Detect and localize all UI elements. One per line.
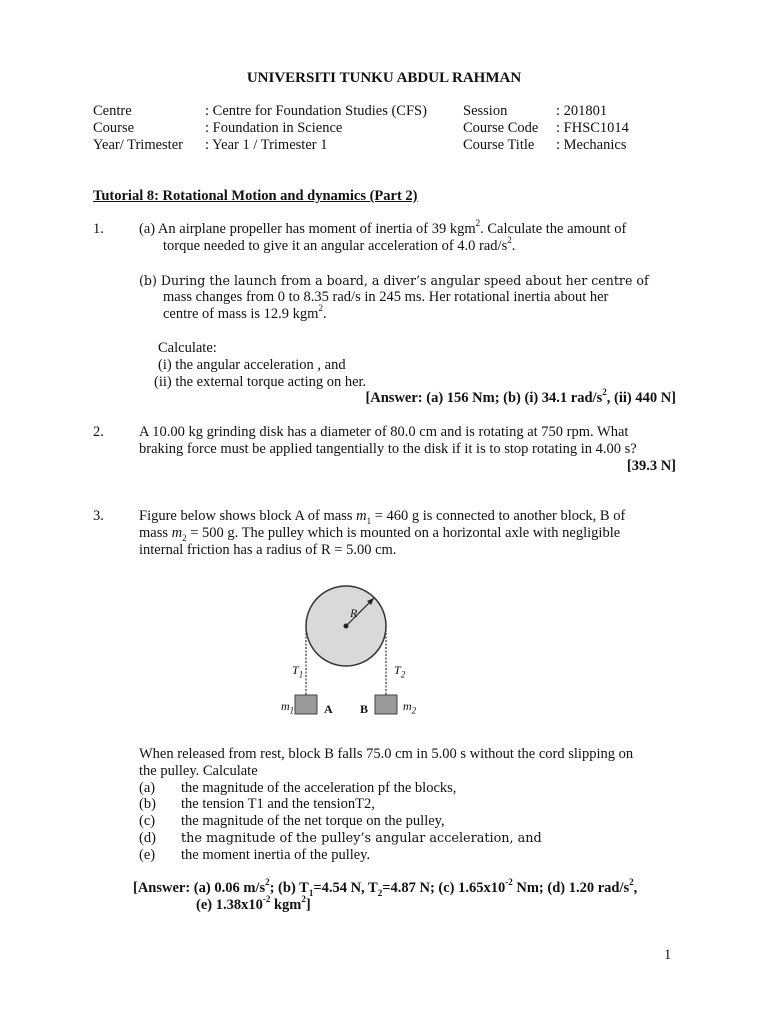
q3-line1: Figure below shows block A of mass $m_1 = 460$ g is connected to another block, B of [139,508,626,526]
q3-item-d-key: (d) [139,830,156,846]
q1b-line2: mass changes from 0 to 8.35 rad/s in 245 ms. Her rotational inertia about her [163,289,609,305]
course-value: : Foundation in Science [205,120,343,136]
figure-label-m1: $m_1$ [281,699,295,716]
q1-number: 1. [93,221,104,237]
centre-label: Centre [93,103,132,119]
q1a-line1: (a) An airplane propeller has moment of inertia of 39 kgm$^2$. Calculate the amount of [139,218,627,237]
course-title-label: Course Title [463,137,535,153]
course-code-label: Course Code [463,120,539,136]
university-title: UNIVERSITI TUNKU ABDUL RAHMAN [246,70,522,86]
q3-item-e-key: (e) [139,847,156,863]
q2-number: 2. [93,424,104,440]
q2-line1: A 10.00 kg grinding disk has a diameter of 80.0 cm and is rotating at 750 rpm. What [139,424,629,440]
tutorial-title: Tutorial 8: Rotational Motion and dynamics (Part 2) [93,188,418,204]
q1-item-i: (i) the angular acceleration , and [158,357,346,373]
q1-item-ii: (ii) the external torque acting on her. [154,374,367,390]
q3-line2: mass $m_2 = 500$ g. The pulley which is mounted on a horizontal axle with negligible [139,525,621,543]
q3-after-line1: When released from rest, block B falls 75.0 cm in 5.00 s without the cord slipping on [139,746,634,762]
figure-label-t2: $T_2$ [394,663,406,680]
figure-label-r: R [350,606,358,620]
course-label: Course [93,120,135,136]
q3-item-b-key: (b) [139,796,156,812]
page-number: 1 [664,947,672,963]
q3-answer-line2: (e) $1.38x10^{-2}$ kgm$^2$] [196,894,311,913]
session-label: Session [463,103,508,119]
year-value: : Year 1 / Trimester 1 [205,137,328,153]
q1a-line2: torque needed to give it an angular acceleration of 4.0 rad/$s^2$. [163,235,516,254]
q1-calculate: Calculate: [158,340,217,356]
q3-line3: internal friction has a radius of R = 5.00 cm. [139,542,397,558]
q2-answer: [39.3 N] [626,458,676,474]
session-value: : 201801 [556,103,608,119]
figure-label-a: A [324,702,333,716]
block-a [295,695,317,714]
q3-item-d-text: the magnitude of the pulley’s angular acceleration, and [181,831,542,846]
q3-answer-line1: [Answer: (a) 0.06 $m/s^2$; (b) $T_1=4.54$ N, $T_2=4.87$ N; (c) $1.65x10^{-2}$ Nm; (d) 1.20 rad/$s^2$, [133,877,638,898]
q1b-line1: (b) During the launch from a board, a diver’s angular speed about her centre of [139,273,649,288]
block-b [375,695,397,714]
q3-item-e-text: the moment inertia of the pulley. [181,847,371,863]
q3-item-b-text: the tension T1 and the tensionT2, [181,796,375,812]
figure-label-b: B [360,702,369,716]
year-label: Year/ Trimester [93,137,183,153]
q3-item-c-text: the magnitude of the net torque on the pulley, [181,813,445,829]
q2-line2: braking force must be applied tangentially to the disk if it is to stop rotating in 4.00 s? [139,441,637,457]
q3-item-a-text: the magnitude of the acceleration pf the blocks, [181,780,457,796]
figure-label-m2: $m_2$ [403,699,417,716]
course-code-value: : FHSC1014 [556,120,629,136]
q3-number: 3. [93,508,104,524]
q3-item-c-key: (c) [139,813,156,829]
q3-item-a-key: (a) [139,780,156,796]
q3-after-line2: the pulley. Calculate [139,763,258,779]
course-title-value: : Mechanics [556,137,627,153]
q1b-line3: centre of mass is 12.9 kgm$^2$. [163,303,327,322]
centre-value: : Centre for Foundation Studies (CFS) [205,103,427,119]
figure-label-t1: $T_1$ [292,663,304,680]
q1-answer: [Answer: (a) 156 Nm; (b) (i) 34.1 rad/$s^2$, (ii) 440 N] [365,387,676,406]
